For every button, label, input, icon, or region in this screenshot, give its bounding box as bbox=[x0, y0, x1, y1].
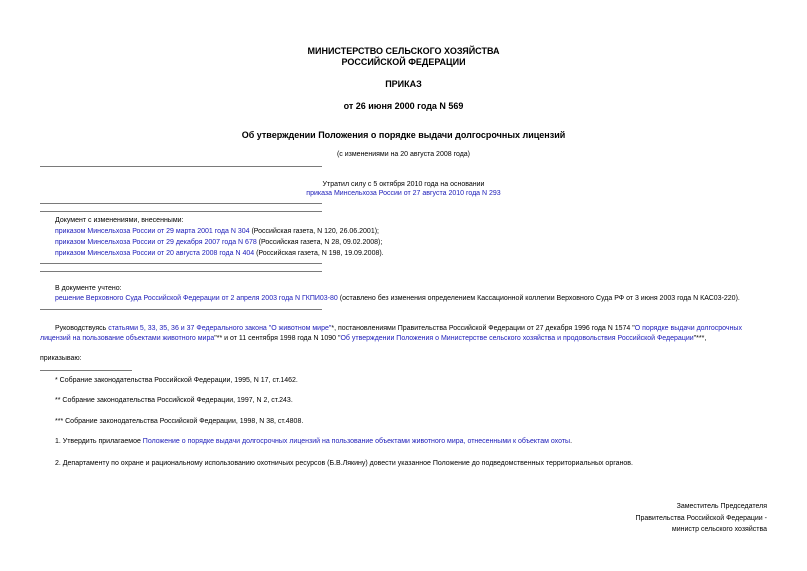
divider bbox=[40, 203, 322, 204]
divider bbox=[40, 263, 322, 264]
signature-line3: министр сельского хозяйства bbox=[671, 526, 767, 533]
signature-line1: Заместитель Председателя bbox=[676, 503, 767, 510]
changes-item: приказом Минсельхоза России от 20 августа 2008 года N 404 (Российская газета, N 198, 19.09.2008). bbox=[55, 250, 384, 257]
divider bbox=[40, 166, 322, 167]
federal-law-link[interactable]: статьями 5, 33, 35, 36 и 37 Федерального закона "О животном мире" bbox=[108, 325, 332, 332]
body-paragraph-line2: лицензий на пользование объектами животного мира"** и от 11 сентября 1998 года N 1090 "Об утверждении Положения о Министерстве сельского хозяйства и продовольствия Российской Федерации"***, bbox=[40, 335, 707, 342]
orders-word: приказываю: bbox=[40, 355, 82, 362]
court-decision-link[interactable]: решение Верховного Суда Российской Федерации от 2 апреля 2003 года N ГКПИ03-80 bbox=[55, 295, 338, 302]
expired-link-line bbox=[0, 189, 807, 198]
divider bbox=[40, 271, 322, 272]
footnote-1: * Собрание законодательства Российской Федерации, 1995, N 17, ст.1462. bbox=[55, 377, 298, 384]
footnote-divider bbox=[40, 370, 132, 371]
ministry-name-line2: РОССИЙСКОЙ ФЕДЕРАЦИИ bbox=[341, 57, 466, 67]
amendments-note: (с изменениями на 20 августа 2008 года) bbox=[336, 151, 471, 158]
expired-note: Утратил силу с 5 октября 2010 года на основании bbox=[322, 181, 485, 188]
resolution-1090-link[interactable]: Об утверждении Положения о Министерстве сельского хозяйства и продовольствия Российской Федерации bbox=[340, 335, 694, 342]
item-1: 1. Утвердить прилагаемое Положение о порядке выдачи долгосрочных лицензий на пользование объектами животного мира, отнесенными к объектам охоты. bbox=[55, 438, 573, 445]
change-order-link[interactable]: приказом Минсельхоза России от 29 марта 2001 года N 304 bbox=[55, 228, 250, 235]
considered-heading: В документе учтено: bbox=[55, 285, 122, 292]
resolution-1574-link[interactable]: О порядке выдачи долгосрочных bbox=[634, 325, 742, 332]
document-type: ПРИКАЗ bbox=[385, 79, 422, 89]
signature-line2: Правительства Российской Федерации - bbox=[635, 515, 767, 522]
change-order-link[interactable]: приказом Минсельхоза России от 20 августа 2008 года N 404 bbox=[55, 250, 255, 257]
footnote-2: ** Собрание законодательства Российской Федерации, 1997, N 2, ст.243. bbox=[55, 397, 293, 404]
footnote-3: *** Собрание законодательства Российской Федерации, 1998, N 38, ст.4808. bbox=[55, 418, 304, 425]
expired-order-link[interactable]: приказа Минсельхоза России от 27 августа 2010 года N 293 bbox=[306, 190, 501, 197]
considered-item: решение Верховного Суда Российской Федерации от 2 апреля 2003 года N ГКПИ03-80 (оставлено без изменения определением Кассационной коллегии Верховного Суда РФ от 3 июня 2003 года N КАС03-220). bbox=[55, 295, 740, 302]
regulation-link[interactable]: Положение о порядке выдачи долгосрочных лицензий на пользование объектами животного мира, отнесенными к объектам охоты bbox=[142, 438, 571, 445]
body-paragraph-line1: Руководствуясь статьями 5, 33, 35, 36 и 37 Федерального закона "О животном мире"*, постановлениями Правительства Российской Федерации от 27 декабря 1996 года N 1574 "О порядке выдачи долгосрочных bbox=[55, 325, 742, 332]
resolution-1574-link-cont[interactable]: лицензий на пользование объектами животного мира bbox=[40, 335, 215, 342]
divider bbox=[40, 211, 322, 212]
document-title: Об утверждении Положения о порядке выдачи долгосрочных лицензий bbox=[241, 130, 566, 140]
change-order-link[interactable]: приказом Минсельхоза России от 29 декабря 2007 года N 678 bbox=[55, 239, 257, 246]
changes-item: приказом Минсельхоза России от 29 декабря 2007 года N 678 (Российская газета, N 28, 09.02.2008); bbox=[55, 239, 383, 246]
changes-item: приказом Минсельхоза России от 29 марта 2001 года N 304 (Российская газета, N 120, 26.06.2001); bbox=[55, 228, 379, 235]
divider bbox=[40, 309, 322, 310]
item-2: 2. Департаменту по охране и рациональному использованию охотничьих ресурсов (Б.В.Лякину) довести указанное Положение до подведомственных территориальных органов. bbox=[55, 460, 633, 467]
changes-heading: Документ с изменениями, внесенными: bbox=[55, 217, 184, 224]
ministry-name-line1: МИНИСТЕРСТВО СЕЛЬСКОГО ХОЗЯЙСТВА bbox=[307, 46, 500, 56]
document-date: от 26 июня 2000 года N 569 bbox=[343, 101, 464, 111]
